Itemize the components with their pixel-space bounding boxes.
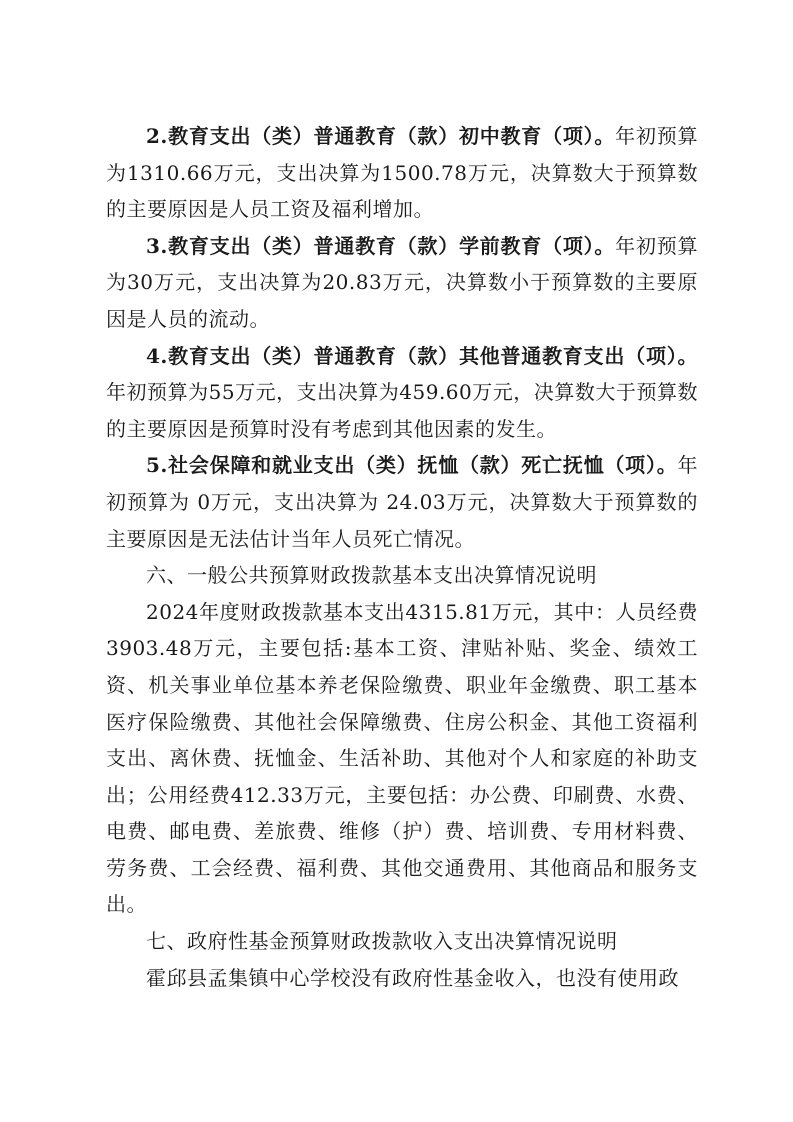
section-7-title: 七、政府性基金预算财政拨款收入支出决算情况说明 — [146, 929, 618, 954]
item-3-heading: 3.教育支出（类）普通教育（款）学前教育（项）。 — [146, 233, 616, 258]
paragraph-item-3 — [106, 228, 698, 338]
paragraph-item-4 — [106, 338, 698, 448]
item-5-heading: 5.社会保障和就业支出（类）抚恤（款）死亡抚恤（项）。 — [146, 453, 678, 478]
section-7-body: 霍邱县孟集镇中心学校没有政府性基金收入，也没有使用政 — [146, 965, 679, 990]
paragraph-item-2 — [106, 118, 698, 228]
item-4-body: 年初预算为55万元，支出决算为459.60万元，决算数大于预算数的主要原因是预算时没有考虑到其他因素的发生。 — [106, 380, 698, 441]
item-5-body: 年初预算为 0万元，支出决算为 24.03万元，决算数大于预算数的主要原因是无法估计当年人员死亡情况。 — [106, 453, 698, 551]
paragraph-item-5 — [106, 447, 698, 557]
document-body — [106, 118, 698, 996]
item-3-body: 年初预算为30万元，支出决算为20.83万元，决算数小于预算数的主要原因是人员的流动。 — [106, 233, 698, 331]
item-2-body: 年初预算为1310.66万元，支出决算为1500.78万元，决算数大于预算数的主要原因是人员工资及福利增加。 — [106, 124, 698, 222]
section-6-title: 六、一般公共预算财政拨款基本支出决算情况说明 — [146, 563, 597, 588]
item-4-heading: 4.教育支出（类）普通教育（款）其他普通教育支出（项）。 — [146, 343, 698, 368]
section-6-body: 2024年度财政拨款基本支出4315.81万元，其中：人员经费3903.48万元，主要包括:基本工资、津贴补贴、奖金、绩效工资、机关事业单位基本养老保险缴费、职业年金缴费、职工基本医疗保险缴费、其他社会保障缴费、住房公积金、其他工资福利支出、离休费、抚恤金、生活补助、其他对个人和家庭的补助支出；公用经费412.33万元，主要包括：办公费、印刷费、水费、电费、邮电费、差旅费、维修（护）费、培训费、专用材料费、劳务费、工会经费、福利费、其他交通费用、其他商品和服务支出。 — [106, 599, 698, 917]
item-2-heading: 2.教育支出（类）普通教育（款）初中教育（项）。 — [146, 124, 616, 148]
